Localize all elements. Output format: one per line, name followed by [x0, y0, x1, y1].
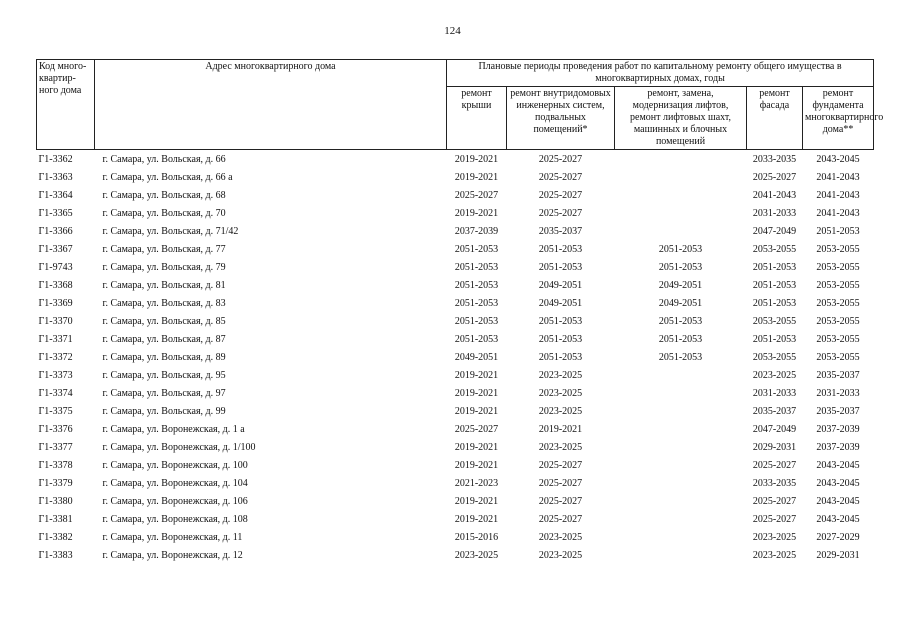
address-cell: г. Самара, ул. Воронежская, д. 11 [102, 532, 243, 543]
header-roof: ремонт крыши [447, 87, 507, 150]
internal-cell: 2051-2053 [538, 262, 583, 273]
internal-cell: 2023-2025 [538, 388, 583, 399]
roof-cell: 2051-2053 [454, 316, 499, 327]
internal-cell: 2023-2025 [538, 370, 583, 381]
code-cell: Г1-3365 [38, 208, 73, 219]
address-cell: г. Самара, ул. Вольская, д. 87 [102, 334, 226, 345]
foundation-cell: 2051-2053 [816, 226, 860, 237]
table-row [37, 529, 874, 547]
header-code: Код много-квартир-ного дома [37, 60, 95, 150]
address-cell: г. Самара, ул. Вольская, д. 81 [102, 280, 226, 291]
address-cell: г. Самара, ул. Воронежская, д. 100 [102, 460, 248, 471]
roof-cell: 2019-2021 [454, 406, 499, 417]
facade-cell: 2033-2035 [752, 478, 797, 489]
internal-cell: 2025-2027 [538, 172, 583, 183]
foundation-cell: 2043-2045 [816, 496, 860, 507]
table-row [37, 511, 874, 529]
code-cell: Г1-3370 [38, 316, 73, 327]
internal-cell: 2025-2027 [538, 208, 583, 219]
code-cell: Г1-3382 [38, 532, 73, 543]
internal-cell: 2023-2025 [538, 532, 583, 543]
foundation-cell: 2053-2055 [816, 316, 860, 327]
address-cell: г. Самара, ул. Вольская, д. 66 а [102, 172, 233, 183]
code-cell: Г1-3366 [38, 226, 73, 237]
address-cell: г. Самара, ул. Вольская, д. 85 [102, 316, 226, 327]
address-cell: г. Самара, ул. Вольская, д. 70 [102, 208, 226, 219]
facade-cell: 2053-2055 [752, 352, 797, 363]
lifts-cell [615, 511, 747, 529]
roof-cell: 2019-2021 [454, 514, 499, 525]
address-cell: г. Самара, ул. Вольская, д. 99 [102, 406, 226, 417]
roof-cell: 2051-2053 [454, 262, 499, 273]
foundation-cell: 2043-2045 [816, 154, 860, 165]
code-cell: Г1-3380 [38, 496, 73, 507]
lifts-cell [615, 403, 747, 421]
facade-cell: 2051-2053 [752, 334, 797, 345]
code-cell: Г1-3367 [38, 244, 73, 255]
table-row [37, 205, 874, 223]
roof-cell: 2051-2053 [454, 334, 499, 345]
table-row [37, 493, 874, 511]
internal-cell: 2025-2027 [538, 190, 583, 201]
code-cell: Г1-3375 [38, 406, 73, 417]
foundation-cell: 2027-2029 [816, 532, 860, 543]
lifts-cell: 2051-2053 [658, 316, 703, 327]
table-row [37, 547, 874, 565]
facade-cell: 2025-2027 [752, 460, 797, 471]
roof-cell: 2051-2053 [454, 298, 499, 309]
table-row [37, 475, 874, 493]
internal-cell: 2051-2053 [538, 316, 583, 327]
lifts-cell: 2051-2053 [658, 244, 703, 255]
address-cell: г. Самара, ул. Вольская, д. 89 [102, 352, 226, 363]
lifts-cell: 2051-2053 [658, 334, 703, 345]
lifts-cell: 2051-2053 [658, 352, 703, 363]
foundation-cell: 2053-2055 [816, 244, 860, 255]
header-internal: ремонт внутридомовых инженерных систем, подвальных помещений* [507, 87, 615, 150]
table-row [37, 277, 874, 295]
facade-cell: 2023-2025 [752, 370, 797, 381]
facade-cell: 2051-2053 [752, 280, 797, 291]
table-row [37, 150, 874, 170]
lifts-cell: 2049-2051 [658, 280, 703, 291]
internal-cell: 2035-2037 [538, 226, 583, 237]
internal-cell: 2023-2025 [538, 550, 583, 561]
facade-cell: 2033-2035 [752, 154, 797, 165]
address-cell: г. Самара, ул. Воронежская, д. 12 [102, 550, 243, 561]
roof-cell: 2019-2021 [454, 154, 499, 165]
address-cell: г. Самара, ул. Вольская, д. 66 [102, 154, 226, 165]
code-cell: Г1-3372 [38, 352, 73, 363]
facade-cell: 2047-2049 [752, 226, 797, 237]
address-cell: г. Самара, ул. Вольская, д. 68 [102, 190, 226, 201]
table-row [37, 223, 874, 241]
code-cell: Г1-3368 [38, 280, 73, 291]
facade-cell: 2053-2055 [752, 316, 797, 327]
foundation-cell: 2043-2045 [816, 460, 860, 471]
foundation-cell: 2041-2043 [816, 190, 860, 201]
roof-cell: 2021-2023 [454, 478, 499, 489]
code-cell: Г1-3378 [38, 460, 73, 471]
facade-cell: 2051-2053 [752, 298, 797, 309]
internal-cell: 2049-2051 [538, 280, 583, 291]
lifts-cell [615, 475, 747, 493]
address-cell: г. Самара, ул. Воронежская, д. 1/100 [102, 442, 256, 453]
facade-cell: 2041-2043 [752, 190, 797, 201]
address-cell: г. Самара, ул. Воронежская, д. 1 а [102, 424, 245, 435]
foundation-cell: 2029-2031 [816, 550, 860, 561]
lifts-cell [615, 493, 747, 511]
code-cell: Г1-3379 [38, 478, 73, 489]
internal-cell: 2025-2027 [538, 478, 583, 489]
roof-cell: 2037-2039 [454, 226, 499, 237]
code-cell: Г1-3381 [38, 514, 73, 525]
table-body [37, 150, 874, 566]
lifts-cell [615, 169, 747, 187]
internal-cell: 2051-2053 [538, 334, 583, 345]
internal-cell: 2049-2051 [538, 298, 583, 309]
code-cell: Г1-3362 [38, 154, 73, 165]
address-cell: г. Самара, ул. Воронежская, д. 108 [102, 514, 248, 525]
table-row [37, 241, 874, 259]
lifts-cell [615, 187, 747, 205]
table-row [37, 295, 874, 313]
lifts-cell: 2051-2053 [658, 262, 703, 273]
code-cell: Г1-9743 [38, 262, 73, 273]
internal-cell: 2051-2053 [538, 244, 583, 255]
facade-cell: 2053-2055 [752, 244, 797, 255]
table-row [37, 259, 874, 277]
address-cell: г. Самара, ул. Вольская, д. 77 [102, 244, 226, 255]
lifts-cell [615, 150, 747, 170]
roof-cell: 2019-2021 [454, 370, 499, 381]
header-facade: ремонт фасада [747, 87, 803, 150]
address-cell: г. Самара, ул. Вольская, д. 95 [102, 370, 226, 381]
foundation-cell: 2053-2055 [816, 334, 860, 345]
facade-cell: 2031-2033 [752, 388, 797, 399]
table-row [37, 457, 874, 475]
table-row [37, 313, 874, 331]
code-cell: Г1-3383 [38, 550, 73, 561]
code-cell: Г1-3373 [38, 370, 73, 381]
header-periods: Плановые периоды проведения работ по капитальному ремонту общего имущества в многоквартирных домах, годы [447, 60, 874, 87]
facade-cell: 2035-2037 [752, 406, 797, 417]
facade-cell: 2031-2033 [752, 208, 797, 219]
repair-schedule-table [36, 59, 884, 565]
lifts-cell [615, 529, 747, 547]
internal-cell: 2025-2027 [538, 496, 583, 507]
internal-cell: 2023-2025 [538, 406, 583, 417]
foundation-cell: 2041-2043 [816, 208, 860, 219]
facade-cell: 2029-2031 [752, 442, 797, 453]
roof-cell: 2025-2027 [454, 190, 499, 201]
roof-cell: 2019-2021 [454, 460, 499, 471]
table-row [37, 187, 874, 205]
lifts-cell [615, 205, 747, 223]
address-cell: г. Самара, ул. Воронежская, д. 104 [102, 478, 248, 489]
foundation-cell: 2053-2055 [816, 298, 860, 309]
address-cell: г. Самара, ул. Вольская, д. 79 [102, 262, 226, 273]
foundation-cell: 2053-2055 [816, 262, 860, 273]
table-row [37, 403, 874, 421]
internal-cell: 2025-2027 [538, 154, 583, 165]
address-cell: г. Самара, ул. Вольская, д. 97 [102, 388, 226, 399]
foundation-cell: 2053-2055 [816, 280, 860, 291]
foundation-cell: 2035-2037 [816, 406, 860, 417]
roof-cell: 2025-2027 [454, 424, 499, 435]
table-row [37, 331, 874, 349]
page-number: 124 [444, 25, 461, 37]
code-cell: Г1-3363 [38, 172, 73, 183]
roof-cell: 2015-2016 [454, 532, 499, 543]
internal-cell: 2025-2027 [538, 514, 583, 525]
roof-cell: 2019-2021 [454, 172, 499, 183]
lifts-cell [615, 421, 747, 439]
lifts-cell [615, 439, 747, 457]
roof-cell: 2019-2021 [454, 208, 499, 219]
code-cell: Г1-3371 [38, 334, 73, 345]
internal-cell: 2019-2021 [538, 424, 583, 435]
facade-cell: 2023-2025 [752, 550, 797, 561]
code-cell: Г1-3369 [38, 298, 73, 309]
foundation-cell: 2043-2045 [816, 478, 860, 489]
facade-cell: 2023-2025 [752, 532, 797, 543]
facade-cell: 2047-2049 [752, 424, 797, 435]
lifts-cell [615, 223, 747, 241]
facade-cell: 2025-2027 [752, 514, 797, 525]
facade-cell: 2025-2027 [752, 496, 797, 507]
facade-cell: 2051-2053 [752, 262, 797, 273]
code-cell: Г1-3374 [38, 388, 73, 399]
foundation-cell: 2043-2045 [816, 514, 860, 525]
roof-cell: 2019-2021 [454, 388, 499, 399]
internal-cell: 2023-2025 [538, 442, 583, 453]
code-cell: Г1-3377 [38, 442, 73, 453]
foundation-cell: 2037-2039 [816, 442, 860, 453]
address-cell: г. Самара, ул. Воронежская, д. 106 [102, 496, 248, 507]
foundation-cell: 2031-2033 [816, 388, 860, 399]
header-lifts: ремонт, замена, модернизация лифтов, ремонт лифтовых шахт, машинных и блочных помещений [615, 87, 747, 150]
table-row [37, 385, 874, 403]
table-row [37, 421, 874, 439]
address-cell: г. Самара, ул. Вольская, д. 83 [102, 298, 226, 309]
foundation-cell: 2041-2043 [816, 172, 860, 183]
facade-cell: 2025-2027 [752, 172, 797, 183]
lifts-cell [615, 367, 747, 385]
address-cell: г. Самара, ул. Вольская, д. 71/42 [102, 226, 239, 237]
table-row [37, 439, 874, 457]
roof-cell: 2019-2021 [454, 496, 499, 507]
header-address: Адрес многоквартирного дома [95, 60, 447, 150]
lifts-cell: 2049-2051 [658, 298, 703, 309]
lifts-cell [615, 457, 747, 475]
internal-cell: 2051-2053 [538, 352, 583, 363]
header-foundation: ремонт фундамента многоквартирного дома** [803, 87, 874, 150]
lifts-cell [615, 547, 747, 565]
lifts-cell [615, 385, 747, 403]
roof-cell: 2049-2051 [454, 352, 499, 363]
roof-cell: 2051-2053 [454, 244, 499, 255]
foundation-cell: 2037-2039 [816, 424, 860, 435]
foundation-cell: 2053-2055 [816, 352, 860, 363]
table-row [37, 367, 874, 385]
foundation-cell: 2035-2037 [816, 370, 860, 381]
roof-cell: 2019-2021 [454, 442, 499, 453]
table-row [37, 349, 874, 367]
table-row [37, 169, 874, 187]
code-cell: Г1-3376 [38, 424, 73, 435]
code-cell: Г1-3364 [38, 190, 73, 201]
roof-cell: 2023-2025 [454, 550, 499, 561]
roof-cell: 2051-2053 [454, 280, 499, 291]
internal-cell: 2025-2027 [538, 460, 583, 471]
